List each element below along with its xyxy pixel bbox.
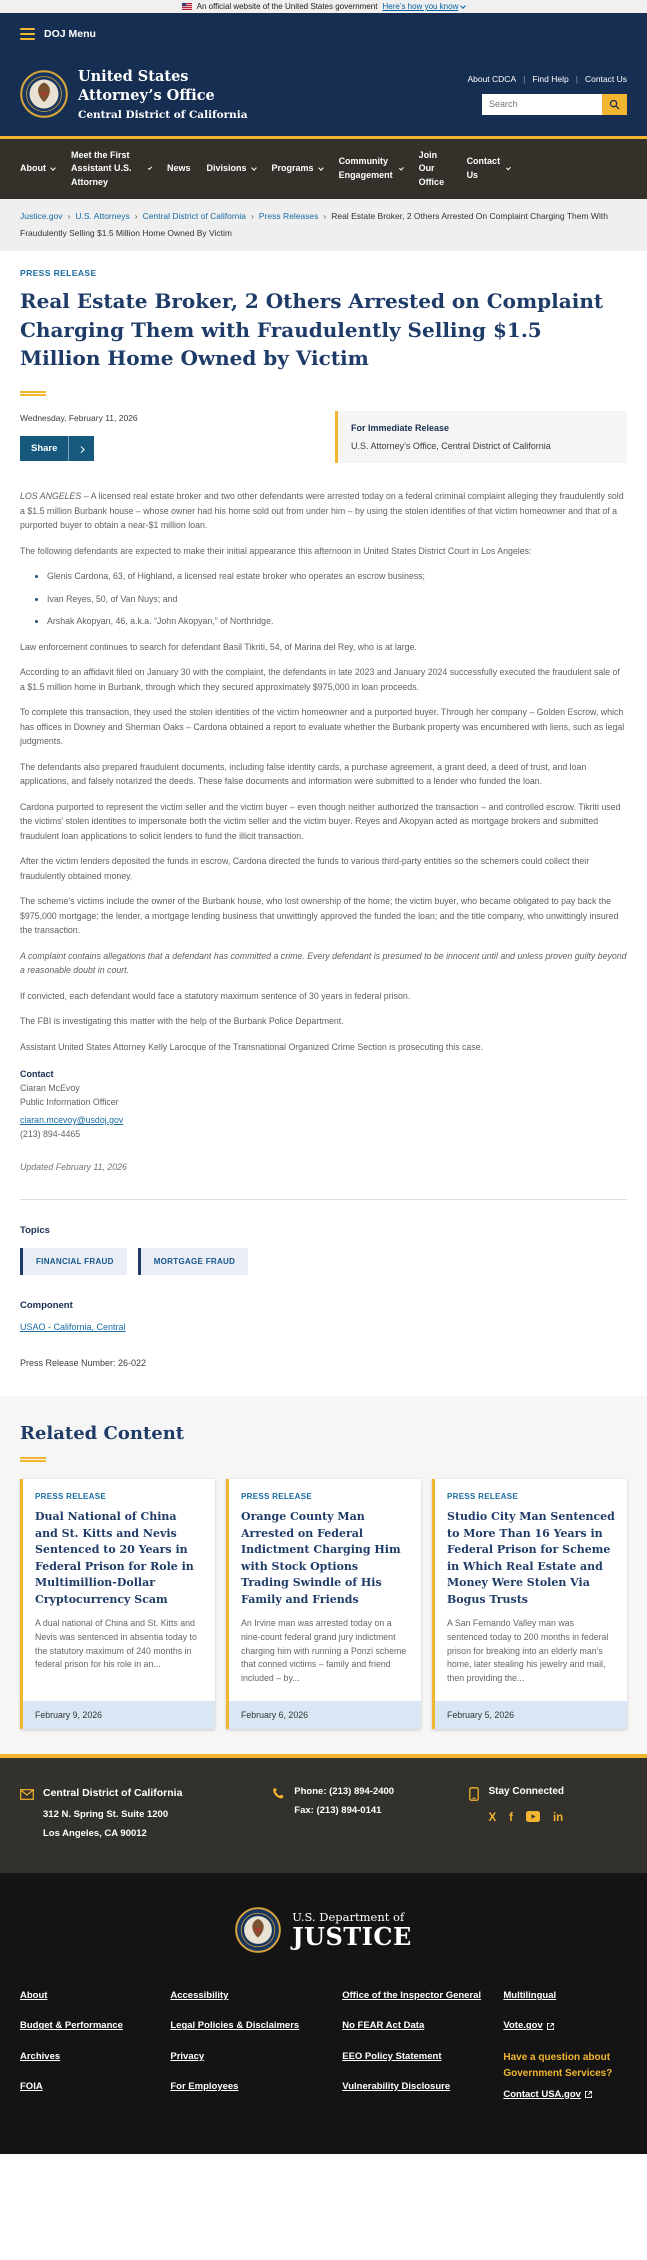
search-input[interactable] xyxy=(482,94,602,115)
article-paragraph: The defendants also prepared fraudulent documents, including false identity cards, a purchase agreement, a grant deed, a deed of trust, and loan applications, and falsely notarized the deeds. These false documents and information were submitted to a lender who funded the loan. xyxy=(20,761,587,787)
header-link-find-help[interactable]: Find Help xyxy=(532,73,569,84)
doj-seal xyxy=(235,1907,281,1953)
meta-row xyxy=(20,411,627,463)
mobile-icon xyxy=(469,1787,479,1839)
dept-line-2: JUSTICE xyxy=(292,1922,412,1952)
facebook-icon[interactable]: f xyxy=(509,1812,513,1825)
breadcrumb-link-justice-gov[interactable]: Justice.gov xyxy=(20,211,63,222)
breadcrumb xyxy=(0,199,647,251)
chevron-down-icon xyxy=(50,165,56,171)
article-paragraph: Assistant United States Attorney Kelly Larocque of the Transnational Organized Crime Section is prosecuting this case. xyxy=(20,1041,484,1052)
footer-address-block xyxy=(20,1786,256,1839)
youtube-icon[interactable] xyxy=(526,1811,540,1825)
related-cards xyxy=(20,1479,627,1729)
card-body xyxy=(435,1479,627,1701)
nav-item-community-engagement[interactable] xyxy=(339,155,403,182)
external-link-icon xyxy=(585,2091,592,2098)
card-kicker: PRESS RELEASE xyxy=(35,1492,107,1502)
breadcrumb-separator: › xyxy=(251,211,254,222)
doj-brand xyxy=(20,1907,627,1953)
search-box xyxy=(482,94,627,115)
related-card[interactable] xyxy=(432,1479,627,1729)
footer-link-accessibility[interactable]: Accessibility xyxy=(170,1990,229,2002)
search-button[interactable] xyxy=(602,94,627,115)
release-box xyxy=(335,411,627,463)
footer-link-legal-policies-disclaimers[interactable]: Legal Policies & Disclaimers xyxy=(170,2020,300,2032)
card-excerpt: An Irvine man was arrested today on a nine-count federal grand jury indictment charging him with running a Ponzi scheme that conned victims – family and friend included – by... xyxy=(241,1618,407,1683)
doj-footer xyxy=(0,1873,647,2154)
dept-line-1: U.S. Department of xyxy=(292,1910,405,1925)
footer-link-for-employees[interactable]: For Employees xyxy=(170,2080,239,2092)
footer-link-privacy[interactable]: Privacy xyxy=(170,2050,205,2062)
card-date: February 5, 2026 xyxy=(435,1701,627,1729)
contact-name: Ciaran McEvoy xyxy=(20,1083,80,1094)
defendant-item: • Arshak Akopyan, 46, a.k.a. “John Akopyan,” of Northridge. xyxy=(47,614,627,629)
nav-item-news[interactable] xyxy=(167,162,191,176)
chevron-down-icon xyxy=(461,3,467,9)
related-content-heading: Related Content xyxy=(20,1423,185,1445)
article-paragraph: According to an affidavit filed on January 30 with the complaint, the defendants in late 2023 and January 2024 successfully executed the fraudulent sale of a $1.5 million home in Burbank, through which they secured approximately $975,000 in loan proceeds. xyxy=(20,667,620,692)
footer-address-2: Los Angeles, CA 90012 xyxy=(43,1828,147,1840)
dateline: LOS ANGELES xyxy=(20,491,82,502)
defendants-list xyxy=(20,569,627,629)
nav-item-label: Join Our Office xyxy=(418,149,445,187)
footer-link-vote-gov[interactable]: Vote.gov xyxy=(503,2019,553,2033)
footer-link-vulnerability-disclosure[interactable]: Vulnerability Disclosure xyxy=(342,2080,451,2092)
share-button[interactable]: Share xyxy=(20,436,94,461)
chevron-down-icon xyxy=(506,165,511,170)
district-name: Central District of California xyxy=(78,108,248,121)
card-excerpt: A San Fernando Valley man was sentenced today to 200 months in federal prison for breaking into an elderly man’s home, later stealing his jewelry and mail, then providing the... xyxy=(447,1618,609,1683)
nav-item-label: Programs xyxy=(271,163,314,174)
social-links xyxy=(488,1811,564,1825)
footer-link-multilingual[interactable]: Multilingual xyxy=(503,1990,557,2002)
footer-links-col2 xyxy=(170,1989,326,2118)
contact-heading: Contact xyxy=(20,1069,54,1080)
nav-item-label: Meet the First Assistant U.S. Attorney xyxy=(71,149,132,187)
footer-contact xyxy=(0,1754,647,1873)
footer-link-about[interactable]: About xyxy=(20,1990,48,2002)
gov-banner-text: An official website of the United States government xyxy=(196,2,378,11)
card-kicker: PRESS RELEASE xyxy=(447,1492,519,1502)
card-excerpt: A dual national of China and St. Kitts and Nevis was sentenced in absentia today to the statutory maximum of 240 months in federal prison for his role in an... xyxy=(35,1618,197,1670)
separator: | xyxy=(523,73,526,84)
publish-date: Wednesday, February 11, 2026 xyxy=(20,413,138,424)
doj-menu-label[interactable]: DOJ Menu xyxy=(44,28,96,40)
brand-text xyxy=(78,68,248,121)
search-icon xyxy=(609,99,620,110)
nav-item-about[interactable] xyxy=(20,162,55,176)
gold-divider xyxy=(20,391,46,396)
card-title[interactable]: Orange County Man Arrested on Federal Indictment Charging Him with Stock Options Trading Swindle of His Family and Friends xyxy=(241,1510,401,1606)
footer-link-budget-performance[interactable]: Budget & Performance xyxy=(20,2020,123,2032)
breadcrumb-separator: › xyxy=(134,211,138,222)
defendant-item: • Ivan Reyes, 50, of Van Nuys; and xyxy=(47,592,627,607)
contact-phone: (213) 894-4465 xyxy=(20,1128,81,1139)
article-paragraph: After the victim lenders deposited the funds in escrow, Cardona directed the funds to various third-party entities so the schemers could collect their fraudulently obtained money. xyxy=(20,856,590,881)
nav-item-join-our-office[interactable] xyxy=(419,149,451,190)
doj-seal xyxy=(20,70,68,118)
contact-title: Public Information Officer xyxy=(20,1097,119,1108)
doj-menu-bar[interactable] xyxy=(0,13,647,55)
x-icon[interactable]: X xyxy=(488,1812,497,1825)
nav-item-label: Divisions xyxy=(206,163,247,174)
contact-email-link[interactable]: ciaran.mcevoy@usdoj.gov xyxy=(20,1114,124,1125)
related-content-section xyxy=(0,1396,647,1754)
legal-disclaimer: A complaint contains allegations that a defendant has committed a crime. Every defendant is presumed to be innocent until and unless proven guilty beyond a reasonable doubt in court. xyxy=(20,950,627,976)
footer-links-col1 xyxy=(20,1989,154,2118)
footer-link-foia[interactable]: FOIA xyxy=(20,2080,43,2092)
breadcrumb-link-u-s-attorneys[interactable]: U.S. Attorneys xyxy=(75,211,130,222)
release-office: U.S. Attorney’s Office, Central District of California xyxy=(351,441,551,452)
stay-connected-label: Stay Connected xyxy=(488,1786,565,1798)
separator: | xyxy=(575,73,578,84)
gov-services-question: Have a question about Government Services? xyxy=(503,2051,613,2080)
article-paragraph: The following defendants are expected to make their initial appearance this afternoon in United States District Court in Los Angeles: xyxy=(20,545,532,556)
topic-badge-mortgage-fraud[interactable]: MORTGAGE FRAUD xyxy=(138,1248,249,1275)
topic-badge-financial-fraud[interactable]: FINANCIAL FRAUD xyxy=(20,1248,127,1275)
gold-divider xyxy=(20,1457,46,1462)
brand[interactable] xyxy=(20,68,248,121)
site-header xyxy=(0,55,647,139)
nav-item-meet-the-first-assistant-u-s-attorney[interactable] xyxy=(71,149,151,190)
card-body xyxy=(23,1479,215,1701)
linkedin-icon[interactable]: in xyxy=(552,1812,564,1825)
breadcrumb-separator: › xyxy=(323,211,327,222)
how-you-know-link[interactable]: Here’s how you know xyxy=(382,2,465,11)
lead-paragraph: LOS ANGELES – A licensed real estate broker and two other defendants were arrested today on a federal criminal complaint alleging they fraudulently sold a $1.5 million Burbank house – whose owner had his home sold out from under him – by using the stolen identifies of that victim homeowner and that of a purported buyer to obtain a near-$1 million loan. xyxy=(20,491,624,531)
header-right xyxy=(467,74,627,115)
page-title: Real Estate Broker, 2 Others Arrested on Complaint Charging Them with Fraudulently Selling $1.5 Million Home Owned by Victim xyxy=(20,289,604,371)
footer-links xyxy=(20,1989,627,2118)
footer-link-office-of-the-inspector-general[interactable]: Office of the Inspector General xyxy=(342,1990,482,2002)
paragraphs-b xyxy=(20,989,627,1055)
paragraphs-a xyxy=(20,640,627,938)
defendant-item: • Glenis Cardona, 63, of Highland, a licensed real estate broker who operates an escrow business; xyxy=(47,569,627,584)
article-paragraph: To complete this transaction, they used the stolen identities of the victim homeowner and a purported buyer. Through her company – Golden Escrow, which has offices in Downey and Sherman Oaks – Cardona obtained a report to evaluate whether the Burbank property was encumbered with liens, such as legal judgments. xyxy=(20,707,625,747)
component-heading: Component xyxy=(20,1300,73,1312)
nav-item-divisions[interactable] xyxy=(207,162,256,176)
card-date: February 9, 2026 xyxy=(23,1701,215,1729)
related-card[interactable] xyxy=(226,1479,421,1729)
chevron-down-icon xyxy=(318,165,324,171)
press-release-number: Press Release Number: 26-022 xyxy=(20,1358,147,1369)
footer-office-name: Central District of California xyxy=(43,1787,183,1800)
card-title[interactable]: Studio City Man Sentenced to More Than 16 Years in Federal Prison for Scheme in Which Real Estate and Money Were Stolen Via Bogus Trusts xyxy=(447,1510,615,1606)
org-name: United States Attorney’s Office xyxy=(78,68,215,104)
header-link-contact-us[interactable]: Contact Us xyxy=(584,73,627,84)
breadcrumb-link-press-releases[interactable]: Press Releases xyxy=(258,211,319,222)
topic-badges xyxy=(20,1248,627,1275)
breadcrumb-link-central-district-of-california[interactable]: Central District of California xyxy=(142,211,247,222)
card-date: February 6, 2026 xyxy=(229,1701,421,1729)
article-paragraph: The FBI is investigating this matter with the help of the Burbank Police Department. xyxy=(20,1016,344,1027)
envelope-icon xyxy=(20,1787,34,1839)
nav-item-label: Community Engagement xyxy=(338,156,393,180)
external-link-icon xyxy=(547,2023,554,2030)
nav-item-programs[interactable] xyxy=(272,162,323,176)
related-card[interactable] xyxy=(20,1479,215,1729)
updated-date: Updated February 11, 2026 xyxy=(20,1162,127,1173)
card-body xyxy=(229,1479,421,1701)
topics-heading: Topics xyxy=(20,1225,50,1237)
divider xyxy=(20,1199,627,1200)
nav-item-label: Contact Us xyxy=(466,156,501,180)
footer-phone: Phone: (213) 894-2400 xyxy=(294,1786,395,1798)
footer-link-archives[interactable]: Archives xyxy=(20,2050,61,2062)
article-paragraph: Cardona purported to represent the victim seller and the victim buyer – even though neither authorized the transaction – and controlled escrow. Tikriti used the victims’ stolen identities to impersonate both the victim seller and the victim buyer. Reyes and Akopyan acted as mortgage brokers and submitted fraudulent loan applications to solicit lenders to fund the illicit transaction. xyxy=(20,801,621,841)
footer-fax: Fax: (213) 894-0141 xyxy=(294,1805,382,1817)
nav-item-label: About xyxy=(20,163,46,174)
release-label: For Immediate Release xyxy=(351,423,450,434)
footer-social-block xyxy=(469,1786,627,1839)
footer-links-col3 xyxy=(342,1989,487,2118)
article-paragraph: If convicted, each defendant would face a statutory maximum sentence of 30 years in federal prison. xyxy=(20,990,411,1001)
us-flag-icon xyxy=(182,3,192,10)
header-link-about-cdca[interactable]: About CDCA xyxy=(467,73,517,84)
article-paragraph: The scheme’s victims include the owner of the Burbank house, who lost ownership of the home; the victim buyer, who became obligated to pay back the $975,000 mortgage; the lender, a mortgage lending business that unwittingly approved the funded the loan; and the title company, who unwittingly insured the transaction. xyxy=(20,896,619,936)
press-release-kicker: PRESS RELEASE xyxy=(20,268,97,279)
nav-item-label: News xyxy=(167,163,191,174)
chevron-down-icon xyxy=(399,166,404,171)
primary-nav xyxy=(0,139,647,200)
footer-phone-block xyxy=(272,1786,453,1839)
footer-link-eeo-policy-statement[interactable]: EEO Policy Statement xyxy=(342,2050,442,2062)
date-share xyxy=(20,411,138,461)
card-title[interactable]: Dual National of China and St. Kitts and Nevis Sentenced to 20 Years in Federal Prison for Role in Multimillion-Dollar Cryptocurrency Scam xyxy=(35,1510,194,1606)
footer-links-col4 xyxy=(503,1989,627,2118)
phone-icon xyxy=(272,1787,285,1839)
card-kicker: PRESS RELEASE xyxy=(241,1492,313,1502)
footer-link-no-fear-act-data[interactable]: No FEAR Act Data xyxy=(342,2020,425,2032)
chevron-down-icon xyxy=(251,165,257,171)
breadcrumb-separator: › xyxy=(67,211,71,222)
chevron-right-icon xyxy=(69,436,94,461)
breadcrumb-current: Real Estate Broker, 2 Others Arrested On Complaint Charging Them With Fraudulently Selling $1.5 Million Home Owned By Victim xyxy=(20,211,608,238)
component-link[interactable]: USAO - California, Central xyxy=(20,1322,126,1333)
chevron-down-icon xyxy=(148,166,152,170)
footer-link-contact-usa-gov[interactable]: Contact USA.gov xyxy=(503,2088,592,2102)
gov-banner xyxy=(0,0,647,13)
article-paragraph: Law enforcement continues to search for defendant Basil Tikriti, 54, of Marina del Rey, who is at large. xyxy=(20,641,417,652)
footer-address-1: 312 N. Spring St. Suite 1200 xyxy=(43,1809,169,1821)
article xyxy=(0,251,647,1396)
hamburger-menu-icon[interactable] xyxy=(20,28,35,41)
header-links xyxy=(467,74,627,84)
nav-item-contact-us[interactable] xyxy=(467,155,511,182)
